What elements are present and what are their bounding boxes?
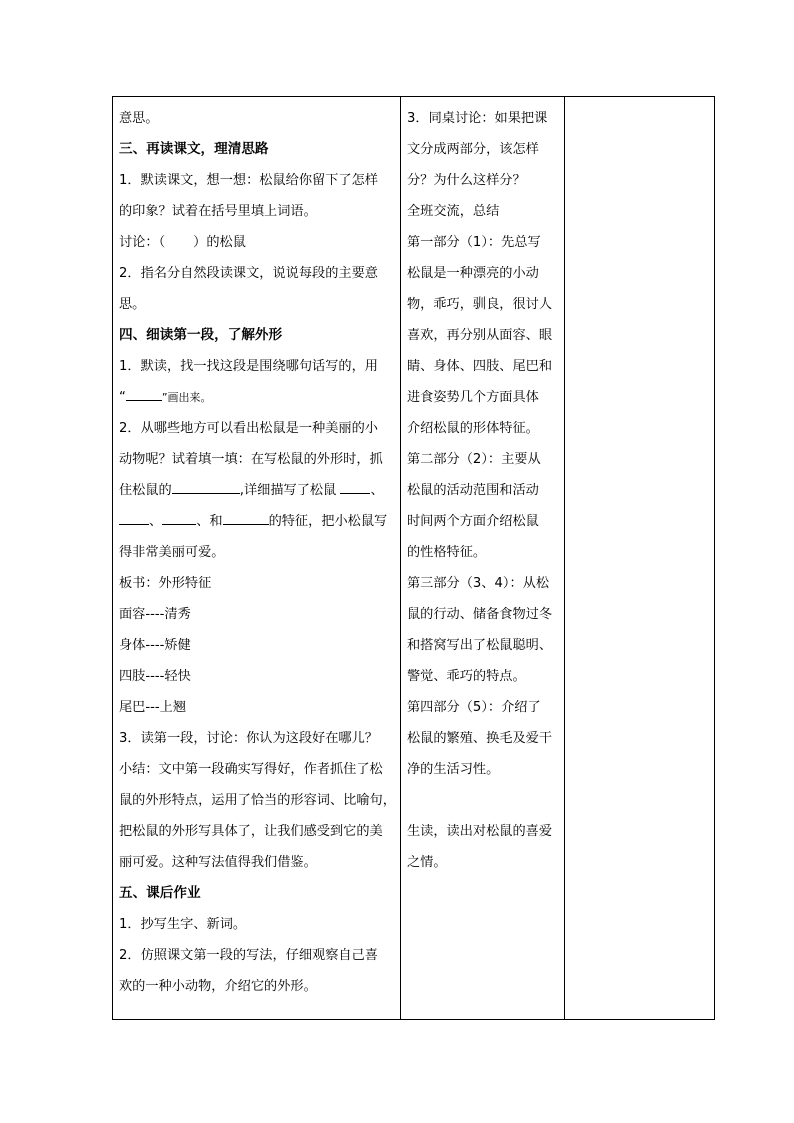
- text-line: 介绍松鼠的形体特征。: [407, 421, 539, 436]
- text-line: 净的生活习性。: [407, 762, 500, 777]
- text-line: 动物呢？试着填一填：在写松鼠的外形时，抓: [119, 452, 383, 467]
- text-line: 思。: [119, 297, 146, 312]
- text-fragment: 、: [149, 514, 163, 529]
- text-line: 1．默读，找一找这段是围绕哪句话写的，用: [119, 359, 378, 374]
- text-fragment: 讨论：（: [119, 235, 166, 250]
- fill-blank: [172, 479, 240, 494]
- text-line: 生读，读出对松鼠的喜爱: [407, 824, 553, 839]
- text-line: 把松鼠的外形写具体了，让我们感受到它的美: [119, 824, 383, 839]
- text-line: 分？为什么这样分？: [407, 173, 526, 188]
- text-line: 的印象？试着在括号里填上词语。: [119, 204, 317, 219]
- text-line: 2．从哪些地方可以看出松鼠是一种美丽的小: [119, 421, 378, 436]
- text-line: 1．默读课文，想一想：松鼠给你留下了怎样: [119, 173, 378, 188]
- text-line: 得非常美丽可爱。: [119, 545, 225, 560]
- section-heading-5: 五、课后作业: [119, 885, 201, 901]
- text-line: 1．抄写生字、新词。: [119, 917, 247, 932]
- blackboard-item: 面容----清秀: [119, 607, 191, 622]
- text-line: 3．同桌讨论：如果把课: [407, 111, 548, 126]
- text-line: 2．指名分自然段读课文，说说每段的主要意: [119, 266, 378, 281]
- text-fragment: ,详细描写了松鼠: [239, 483, 337, 498]
- text-line: 喜欢，再分别从面容、眼: [407, 328, 553, 343]
- text-line: 全班交流，总结: [407, 204, 500, 219]
- text-line: 进食姿势几个方面具体: [407, 390, 539, 405]
- text-line: 之情。: [407, 855, 447, 870]
- text-line: 警觉、乖巧的特点。: [407, 669, 526, 684]
- section-heading-4: 四、细读第一段，了解外形: [119, 327, 283, 343]
- fill-blank: [126, 386, 162, 401]
- text-line: 和搭窝写出了松鼠聪明、: [407, 638, 553, 653]
- text-line: 松鼠的繁殖、换毛及爱干: [407, 731, 553, 746]
- blackboard-item: 尾巴---上翘: [119, 700, 187, 715]
- text-fragment: ”画出来。: [161, 391, 212, 404]
- text-line: 时间两个方面介绍松鼠: [407, 514, 539, 529]
- text-line: 欢的一种小动物，介绍它的外形。: [119, 979, 317, 994]
- text-fragment: 的特征，把小松鼠写: [268, 514, 388, 529]
- text-line: 鼠的行动、储备食物过冬: [407, 607, 553, 622]
- text-fragment: ）的松鼠: [193, 235, 246, 250]
- text-line: 文分成两部分，该怎样: [407, 142, 539, 157]
- text-line: 松鼠的活动范围和活动: [407, 483, 539, 498]
- text-line: 的性格特征。: [407, 545, 487, 560]
- fill-blank: [119, 510, 149, 525]
- text-fragment: 、: [370, 483, 384, 498]
- text-line: 第三部分（3、4）：从松: [407, 576, 550, 591]
- text-line: 物，乖巧，驯良，很讨人: [407, 297, 553, 312]
- text-line: 3．读第一段，讨论：你认为这段好在哪儿？: [119, 731, 378, 746]
- text-line: 小结：文中第一段确实写得好，作者抓住了松: [119, 762, 383, 777]
- blackboard-title: 板书：外形特征: [119, 576, 212, 591]
- lesson-plan-table: [112, 96, 715, 1020]
- text-line: 意思。: [119, 111, 159, 126]
- text-line: 鼠的外形特点，运用了恰当的形容词、比喻句，: [119, 793, 396, 808]
- fill-blank: [340, 479, 370, 494]
- text-line: 第四部分（5）：介绍了: [407, 700, 541, 715]
- blackboard-item: 四肢----轻快: [119, 669, 191, 684]
- table-row: [113, 97, 715, 1020]
- fill-in-line: [119, 475, 395, 506]
- fill-blank: [223, 510, 269, 525]
- student-activity-column: [401, 97, 565, 1020]
- text-fragment: “: [119, 390, 126, 405]
- notes-column: [565, 97, 715, 1020]
- blackboard-item: 身体----矫健: [119, 638, 191, 653]
- fill-in-line: [119, 506, 395, 537]
- text-line: 2．仿照课文第一段的写法，仔细观察自己喜: [119, 948, 378, 963]
- text-fragment: 住松鼠的: [119, 483, 172, 498]
- discussion-line: [119, 227, 395, 258]
- text-line: 睛、身体、四肢、尾巴和: [407, 359, 553, 374]
- text-line: 松鼠是一种漂亮的小动: [407, 266, 539, 281]
- teaching-content-column: [113, 97, 401, 1020]
- section-heading-3: 三、再读课文，理清思路: [119, 141, 269, 157]
- fill-blank: [162, 510, 196, 525]
- blank-line: [407, 785, 559, 816]
- underline-instruction-line: [119, 382, 395, 413]
- text-line: 第一部分（1）：先总写: [407, 235, 541, 250]
- text-fragment: 、和: [196, 514, 223, 529]
- text-line: 丽可爱。这种写法值得我们借鉴。: [119, 855, 317, 870]
- text-line: 第二部分（2）：主要从: [407, 452, 541, 467]
